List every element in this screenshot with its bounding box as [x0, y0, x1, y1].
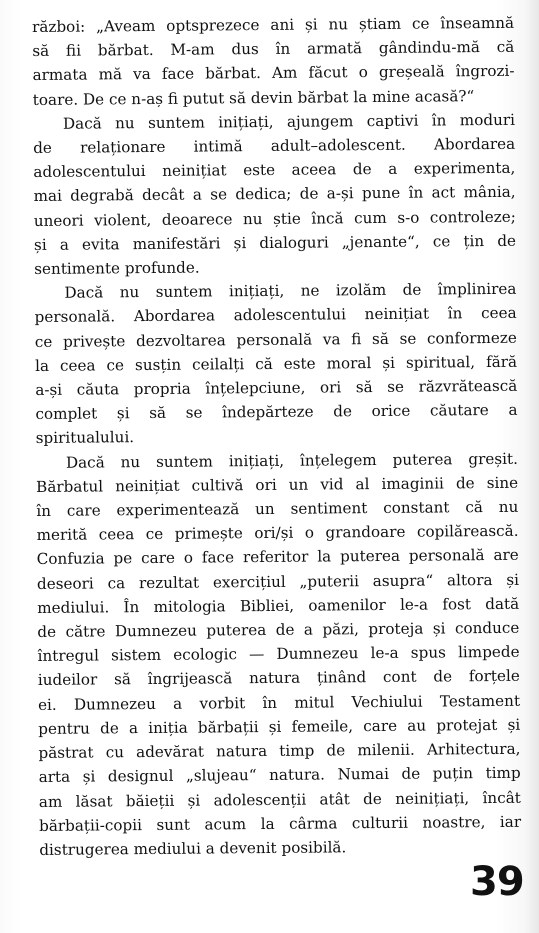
- text-line: ce privește dezvoltarea personală va fi să se conformeze: [34, 328, 517, 351]
- text-line: mediului. În mitologia Bibliei, oamenilor le-a fost dată: [37, 594, 520, 617]
- text-line: iudeilor să îngrijească natura ținând cont de forțele: [37, 667, 520, 690]
- body-text: [32, 11, 521, 862]
- text-line: mai degrabă decât a se dedica; de a-și pune în act mânia,: [33, 183, 516, 206]
- text-line: adolescentului neinițiat este aceea de a experimenta,: [33, 159, 516, 182]
- text-line: armata mă va face bărbat. Am făcut o greșeală îngrozi-: [32, 62, 515, 85]
- text-line: personală. Abordarea adolescentului neinițiat în ceea: [34, 304, 517, 327]
- text-line: de către Dumnezeu puterea de a păzi, proteja și conduce: [37, 618, 520, 642]
- text-line: spiritualului.: [35, 428, 135, 448]
- text-line: deseori ca rezultat exercițiul „puterii asupra“ altora și: [36, 570, 520, 593]
- text-line: și a evita manifestări și dialoguri „jenante“, ce țin de: [33, 231, 517, 254]
- text-line: de relaționare intimă adult–adolescent. Abordarea: [33, 134, 516, 158]
- text-line: Dacă nu suntem inițiați, ne izolăm de împlinirea: [64, 280, 517, 302]
- text-line: uneori violent, deoarece nu știe încă cum s-o controleze;: [33, 207, 516, 230]
- page-number: 39: [470, 859, 524, 905]
- text-line: în care experimentează un sentiment constant că nu: [36, 497, 519, 521]
- text-line: Dacă nu suntem inițiați, ajungem captivi în moduri: [62, 110, 516, 133]
- text-line: am lăsat băieții și adolescenții atât de neinițiați, încât: [38, 788, 521, 811]
- text-line: Confuzia pe care o face referitor la puterea personală are: [36, 546, 519, 569]
- text-line: merită ceea ce primește ori/și o grandoare copilărească.: [36, 522, 519, 545]
- text-line: pentru de a iniția bărbații și femeile, care au protejat și: [38, 715, 521, 738]
- text-line: Bărbatul neinițiat cultivă ori un vid al imaginii de sine: [36, 473, 519, 496]
- text-line: a-și căuta propria înțelepciune, ori să se răzvrătească: [35, 376, 518, 400]
- text-line: întregul sistem ecologic — Dumnezeu le-a spus limpede: [37, 643, 520, 666]
- text-line: bărbații-copii sunt acum la cârma culturii noastre, iar: [38, 812, 522, 835]
- text-line: păstrat cu adevărat natura timp de milenii. Arhitectura,: [38, 739, 521, 763]
- text-line: război: „Aveam optsprezece ani și nu știam ce înseamnă: [32, 13, 515, 36]
- text-line: distrugerea mediului a devenit posibilă.: [39, 838, 347, 859]
- text-line: ei. Dumnezeu a vorbit în mitul Vechiului Testament: [37, 691, 521, 714]
- text-line: complet și să se îndepărteze de orice căutare a: [35, 401, 518, 424]
- page-edge-shadow: [525, 0, 539, 933]
- text-line: să fii bărbat. M-am dus în armată gândindu-mă că: [32, 37, 515, 61]
- text-line: la ceea ce susțin ceilalți că este moral și spiritual, fără: [34, 352, 518, 375]
- text-line: toare. De ce n-aș fi putut să devin bărbat la mine acasă?“: [32, 86, 475, 109]
- text-line: Dacă nu suntem inițiați, înțelegem puterea greșit.: [65, 449, 518, 472]
- text-line: arta și designul „slujeau“ natura. Numai de puțin timp: [38, 764, 521, 787]
- text-line: sentimente profunde.: [34, 258, 200, 279]
